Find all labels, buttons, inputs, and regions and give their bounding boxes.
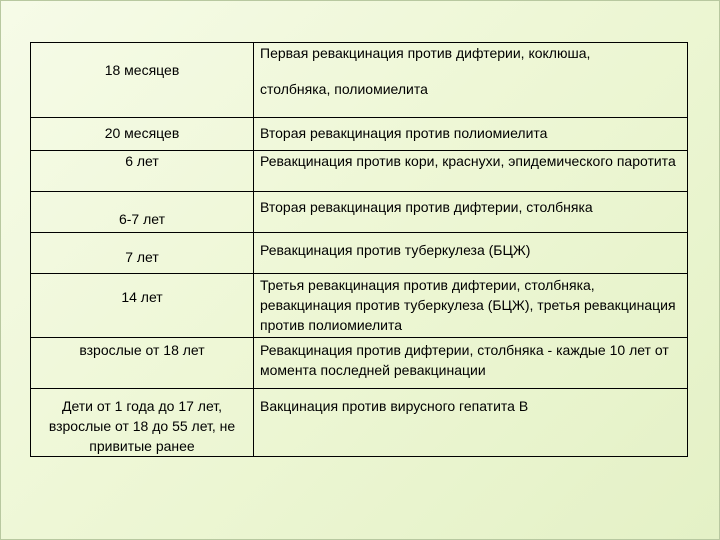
vaccination-cell: [254, 151, 688, 192]
vaccination-cell: [254, 192, 688, 233]
age-text: 6-7 лет: [118, 211, 166, 227]
vaccination-text: Вторая ревакцинация против полиомиелита: [260, 125, 548, 141]
table-row: [31, 151, 688, 192]
table-row: [31, 389, 688, 457]
age-cell: [31, 43, 254, 118]
vaccination-text: Ревакцинация против кори, краснухи, эпидемического паротита: [260, 153, 676, 169]
vaccination-cell: [254, 118, 688, 151]
table-row: [31, 274, 688, 338]
table-row: [31, 233, 688, 274]
vaccination-cell: [254, 389, 688, 457]
age-text: взрослые от 18 лет: [79, 342, 205, 358]
vaccination-schedule-table: [30, 42, 688, 457]
age-cell: [31, 389, 254, 457]
vaccination-text-line2: столбняка, полиомиелита: [260, 81, 428, 97]
vaccination-text: Вторая ревакцинация против дифтерии, столбняка: [260, 199, 593, 215]
age-text: 7 лет: [125, 249, 159, 265]
vaccination-text: Ревакцинация против туберкулеза (БЦЖ): [260, 242, 531, 258]
vaccination-cell: [254, 43, 688, 118]
vaccination-cell: [254, 274, 688, 338]
age-text: 20 месяцев: [104, 125, 180, 141]
vaccination-text: Вакцинация против вирусного гепатита В: [260, 398, 529, 414]
age-text: 14 лет: [121, 289, 163, 305]
age-text: 18 месяцев: [104, 62, 180, 78]
age-cell: [31, 338, 254, 389]
vaccination-text: Третья ревакцинация против дифтерии, столбняка, ревакцинация против туберкулеза (БЦЖ), третья ревакцинация против полиомиелита: [260, 277, 676, 333]
vaccination-text-line1: Первая ревакцинация против дифтерии, коклюша,: [260, 45, 591, 61]
table-row: [31, 43, 688, 118]
vaccination-text: [260, 43, 683, 99]
vaccination-text: Ревакцинация против дифтерии, столбняка - каждые 10 лет от момента последней ревакцинации: [260, 342, 669, 378]
age-cell: [31, 192, 254, 233]
vaccination-cell: [254, 233, 688, 274]
age-cell: [31, 118, 254, 151]
age-text: Дети от 1 года до 17 лет, взрослые от 18 до 55 лет, не привитые ранее: [48, 398, 236, 454]
table-row: [31, 338, 688, 389]
age-cell: [31, 233, 254, 274]
vaccination-cell: [254, 338, 688, 389]
age-cell: [31, 274, 254, 338]
age-text: 6 лет: [125, 153, 159, 169]
age-cell: [31, 151, 254, 192]
table-row: [31, 118, 688, 151]
table-row: [31, 192, 688, 233]
